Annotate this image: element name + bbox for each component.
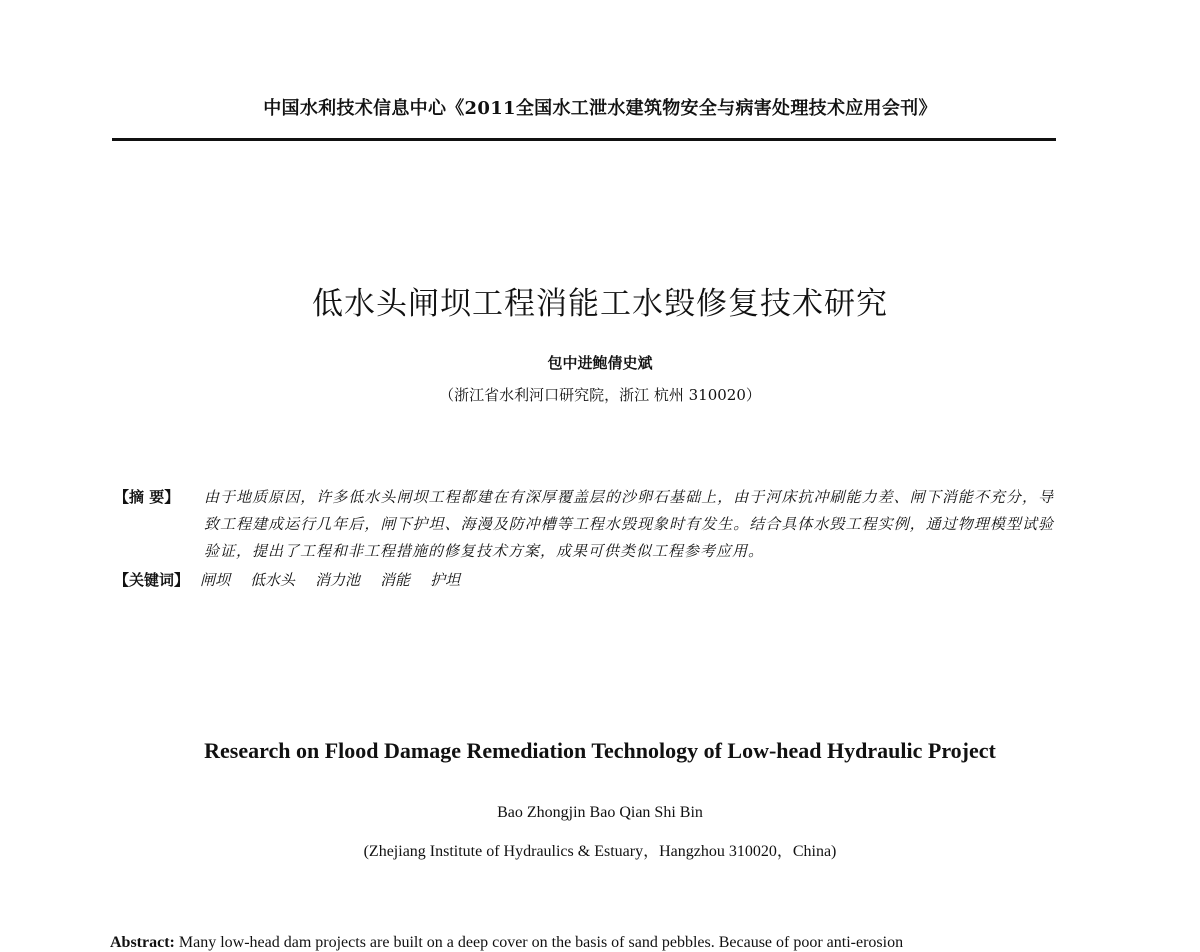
chinese-keywords [114, 567, 1054, 594]
chinese-abstract [114, 484, 1054, 565]
english-affiliation: (Zhejiang Institute of Hydraulics & Estuary，Hangzhou 310020，China) [363, 843, 837, 860]
english-title: Research on Flood Damage Remediation Technology of Low-head Hydraulic Project [204, 738, 996, 763]
running-header: 中国水利技术信息中心《2011全国水工泄水建筑物安全与病害处理技术应用会刊》 [263, 98, 937, 119]
chinese-affiliation: （浙江省水利河口研究院，浙江 杭州 310020） [439, 386, 761, 404]
abstract-text: 由于地质原因，许多低水头闸坝工程都建在有深厚覆盖层的沙卵石基础上，由于河床抗冲刷能力差、闸下消能不充分，导致工程建成运行几年后，闸下护坦、海漫及防冲槽等工程水毁现象时有发生。结合具体水毁工程实例，通过物理模型试验验证，提出了工程和非工程措施的修复技术方案，成果可供类似工程参考应用。 [204, 488, 1054, 560]
header-rule [112, 138, 1056, 141]
chinese-authors: 包中进鲍倩史斌 [547, 354, 653, 372]
keyword-list [200, 567, 460, 594]
keyword: 闸坝 [200, 571, 231, 589]
chinese-abstract-block [114, 484, 1054, 594]
english-abstract-label: Abstract: [110, 934, 175, 951]
keyword: 低水头 [250, 571, 296, 589]
english-abstract-text: Many low-head dam projects are built on a deep cover on the basis of sand pebbles. Because of poor anti-erosion [178, 934, 904, 951]
abstract-label: 【摘 要】 [114, 488, 180, 506]
chinese-title: 低水头闸坝工程消能工水毁修复技术研究 [312, 286, 888, 322]
keyword: 消力池 [315, 571, 361, 589]
english-authors: Bao Zhongjin Bao Qian Shi Bin [497, 804, 703, 821]
keyword: 护坦 [430, 571, 461, 589]
english-abstract [110, 934, 1070, 952]
keyword: 消能 [380, 571, 411, 589]
keywords-label: 【关键词】 [114, 571, 190, 589]
